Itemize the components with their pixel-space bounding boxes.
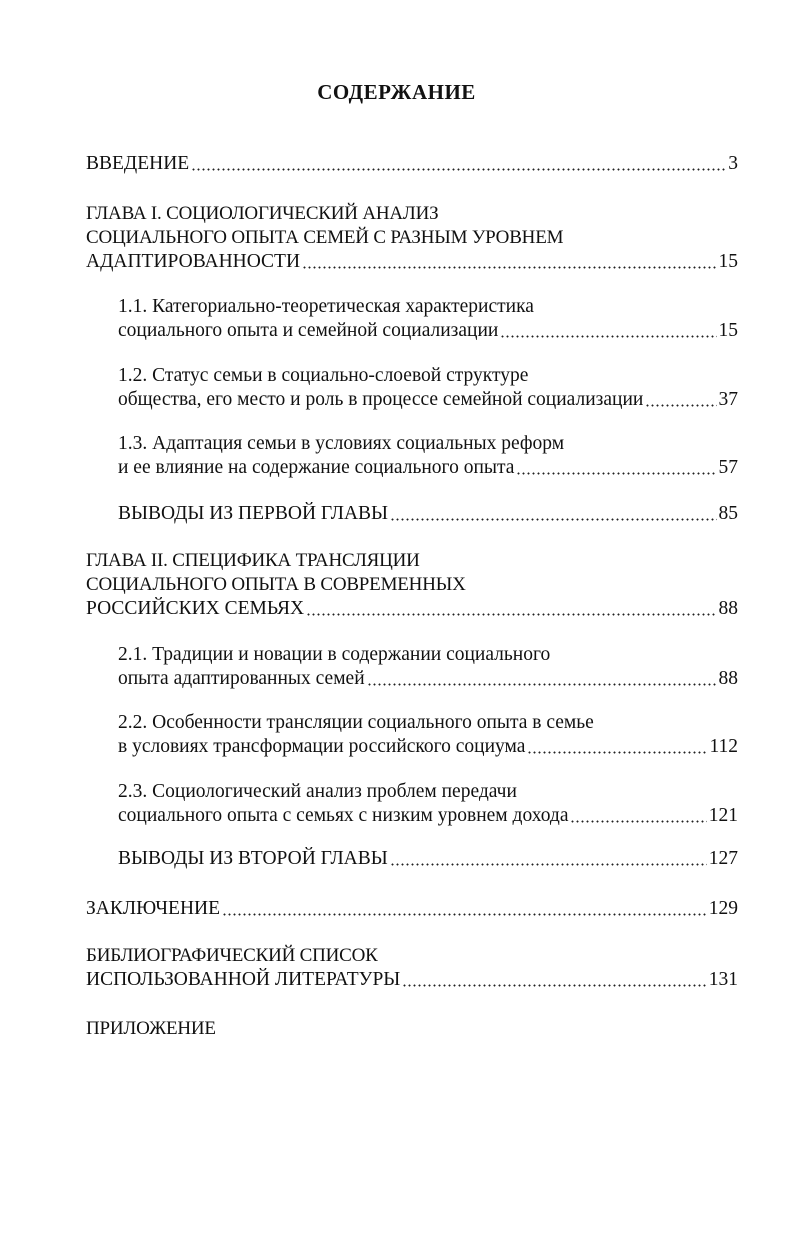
toc-entry-text: 1.3. Адаптация семьи в условиях социальных реформ — [118, 433, 565, 454]
toc-entry-chapter-2[interactable] — [86, 549, 738, 621]
toc-page-number: 129 — [708, 898, 738, 919]
toc-entry-section-2-1[interactable] — [118, 643, 738, 691]
dot-leader — [570, 820, 706, 823]
toc-page-number: 88 — [718, 668, 738, 689]
toc-entry-text: в условиях трансформации российского социума — [118, 736, 526, 757]
toc-entry-text: ИСПОЛЬЗОВАННОЙ ЛИТЕРАТУРЫ — [86, 969, 401, 990]
toc-entry-text: ГЛАВА I. СОЦИОЛОГИЧЕСКИЙ АНАЛИЗ — [86, 203, 439, 224]
dot-leader — [390, 518, 716, 521]
dot-leader — [222, 913, 707, 916]
toc-entry-text: социального опыта с семьях с низким уровнем дохода — [118, 805, 569, 826]
toc-entry-text: социального опыта и семейной социализации — [118, 320, 499, 341]
toc-entry-text: БИБЛИОГРАФИЧЕСКИЙ СПИСОК — [86, 945, 378, 966]
toc-entry-text: ПРИЛОЖЕНИЕ — [86, 1018, 216, 1039]
toc-entry-introduction[interactable] — [86, 152, 738, 176]
toc-entry-section-2-2[interactable] — [118, 711, 738, 759]
toc-entry-text: 2.3. Социологический анализ проблем передачи — [118, 781, 517, 802]
toc-entry-section-2-3[interactable] — [118, 780, 738, 828]
toc-entry-appendix[interactable] — [86, 1017, 738, 1041]
toc-page-number: 15 — [718, 251, 738, 272]
dot-leader — [527, 751, 707, 754]
toc-entry-text: 2.1. Традиции и новации в содержании социального — [118, 644, 551, 665]
toc-entry-text: и ее влияние на содержание социального опыта — [118, 457, 515, 478]
dot-leader — [390, 863, 707, 866]
toc-page-number: 57 — [718, 457, 738, 478]
toc-page-number: 112 — [709, 736, 738, 757]
dot-leader — [302, 266, 716, 269]
toc-entry-text: РОССИЙСКИХ СЕМЬЯХ — [86, 598, 305, 619]
toc-entry-text: СОЦИАЛЬНОГО ОПЫТА СЕМЕЙ С РАЗНЫМ УРОВНЕМ — [86, 227, 564, 248]
toc-page-number: 15 — [718, 320, 738, 341]
toc-entry-text: ВВЕДЕНИЕ — [86, 153, 190, 174]
dot-leader — [306, 613, 716, 616]
dot-leader — [402, 984, 706, 987]
toc-entry-text: АДАПТИРОВАННОСТИ — [86, 251, 301, 272]
toc-page-number: 3 — [728, 153, 738, 174]
toc-page-number: 121 — [708, 805, 738, 826]
toc-entry-text: опыта адаптированных семей — [118, 668, 365, 689]
toc-entry-chapter-1[interactable] — [86, 202, 738, 274]
toc-entry-section-1-1[interactable] — [118, 295, 738, 343]
toc-entry-bibliography[interactable] — [86, 944, 738, 992]
dot-leader — [516, 472, 716, 475]
toc-page-number: 131 — [708, 969, 738, 990]
toc-entry-section-1-3[interactable] — [118, 432, 738, 480]
toc-entry-text: 2.2. Особенности трансляции социального опыта в семье — [118, 712, 594, 733]
toc-entry-text: СОЦИАЛЬНОГО ОПЫТА В СОВРЕМЕННЫХ — [86, 574, 466, 595]
toc-entry-text: ВЫВОДЫ ИЗ ВТОРОЙ ГЛАВЫ — [118, 848, 388, 869]
toc-entry-text: 1.1. Категориально-теоретическая характеристика — [118, 296, 534, 317]
dot-leader — [367, 683, 717, 686]
toc-entry-chapter-1-conclusions[interactable] — [118, 502, 738, 526]
dot-leader — [500, 335, 716, 338]
toc-entry-conclusion[interactable] — [86, 897, 738, 921]
toc-entry-text: ЗАКЛЮЧЕНИЕ — [86, 898, 221, 919]
page-title: СОДЕРЖАНИЕ — [317, 80, 476, 104]
toc-page-number: 37 — [718, 389, 738, 410]
toc-entry-section-1-2[interactable] — [118, 364, 738, 412]
toc-entry-text: общества, его место и роль в процессе семейной социализации — [118, 389, 644, 410]
toc-entry-text: ГЛАВА II. СПЕЦИФИКА ТРАНСЛЯЦИИ — [86, 550, 420, 571]
toc-page-number: 88 — [718, 598, 738, 619]
toc-page-number: 85 — [718, 503, 738, 524]
dot-leader — [645, 404, 716, 407]
toc-entry-text: 1.2. Статус семьи в социально-слоевой структуре — [118, 365, 529, 386]
toc-entry-chapter-2-conclusions[interactable] — [118, 847, 738, 871]
toc-entry-text: ВЫВОДЫ ИЗ ПЕРВОЙ ГЛАВЫ — [118, 503, 389, 524]
toc-page-number: 127 — [708, 848, 738, 869]
dot-leader — [191, 168, 726, 171]
